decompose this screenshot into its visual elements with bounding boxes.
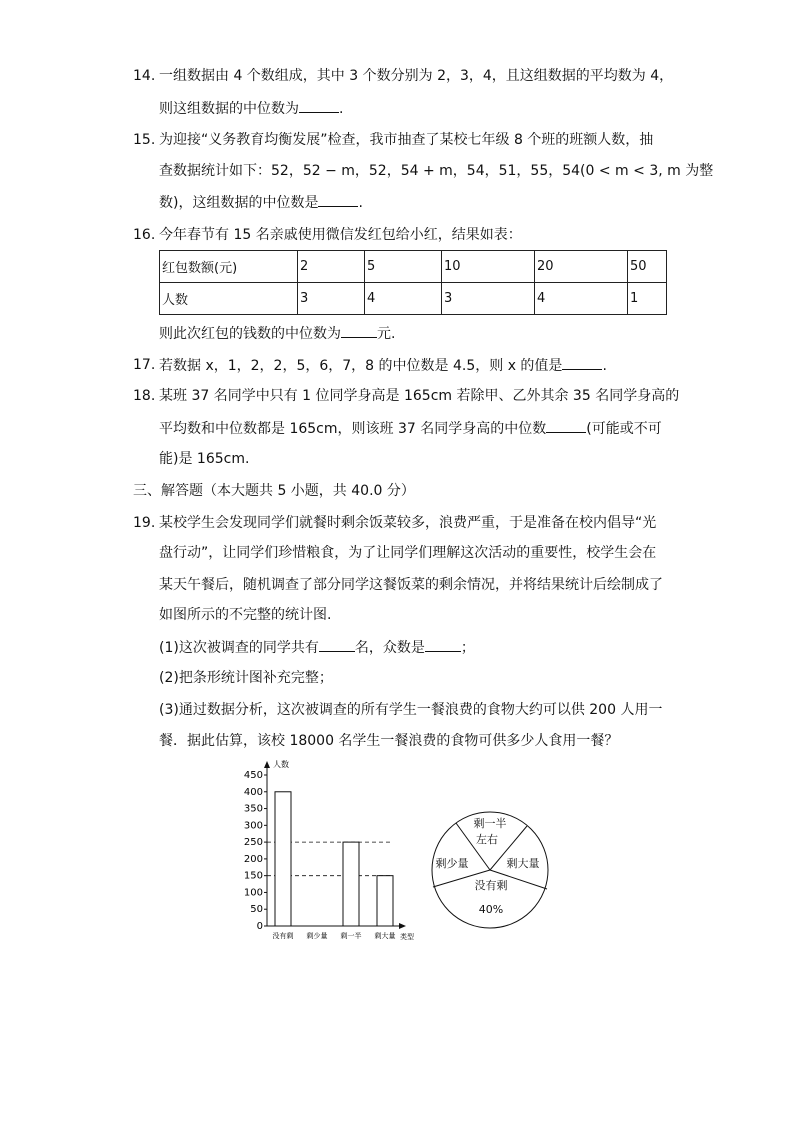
q15-line3-post: . bbox=[358, 195, 363, 211]
q19-sub1-mode-blank[interactable] bbox=[425, 637, 461, 652]
q15-line1: 为迎接“义务教育均衡发展”检查，我市抽查了某校七年级 8 个班的班额人数，抽 bbox=[159, 132, 654, 148]
q19-sub1-answer-blank[interactable] bbox=[319, 637, 355, 652]
q14-number: 14. bbox=[133, 68, 156, 84]
q15-line3 bbox=[159, 192, 363, 213]
q14-answer-blank[interactable] bbox=[299, 98, 339, 113]
pie-label-little: 剩少量 bbox=[435, 857, 469, 870]
q17-number: 17. bbox=[133, 357, 156, 373]
red-packet-table bbox=[159, 250, 667, 315]
bar bbox=[377, 876, 393, 926]
table-row-label: 人数 bbox=[160, 283, 298, 315]
q18-line3: 能)是 165cm. bbox=[159, 451, 250, 467]
q18-line2-pre: 平均数和中位数都是 165cm，则该班 37 名同学身高的中位数 bbox=[159, 421, 547, 437]
q15-number: 15. bbox=[133, 132, 156, 148]
bar bbox=[275, 792, 291, 926]
q19-sub1-post: ； bbox=[460, 640, 475, 656]
table-cell-amount: 5 bbox=[365, 251, 442, 283]
q14-line2-pre: 则这组数据的中位数为 bbox=[159, 101, 299, 117]
y-tick-label: 0 bbox=[256, 921, 263, 932]
y-tick-label: 200 bbox=[243, 853, 263, 865]
q19-line3: 某天午餐后，随机调查了部分同学这餐饭菜的剩余情况，并将结果统计后绘制成了 bbox=[159, 577, 663, 593]
pie-chart bbox=[425, 805, 555, 935]
y-tick-label: 300 bbox=[243, 820, 263, 832]
q19-sub3-line2: 餐．据此估算，该校 18000 名学生一餐浪费的食物可供多少人食用一餐？ bbox=[159, 733, 619, 749]
table-cell-count: 4 bbox=[535, 283, 628, 315]
y-tick-label: 50 bbox=[250, 904, 263, 916]
q17-line1 bbox=[159, 355, 607, 376]
q19-line2: 盘行动”，让同学们珍惜粮食，为了让同学们理解这次活动的重要性，校学生会在 bbox=[159, 545, 657, 561]
pie-label-half-line2: 左右 bbox=[476, 833, 498, 846]
q19-sub1-mid: 名，众数是 bbox=[354, 640, 425, 656]
q16-line2 bbox=[159, 323, 395, 344]
y-tick-label: 150 bbox=[243, 870, 263, 882]
y-tick-label: 400 bbox=[243, 786, 263, 798]
q19-number: 19. bbox=[133, 515, 156, 531]
pie-label-none: 没有剩 bbox=[474, 879, 508, 892]
table-cell-amount: 2 bbox=[298, 251, 365, 283]
y-tick-label: 350 bbox=[243, 803, 263, 815]
q18-line1: 某班 37 名同学中只有 1 位同学身高是 165cm 若除甲、乙外其余 35 名同学身高的 bbox=[159, 388, 680, 404]
table-row-amounts bbox=[160, 251, 667, 283]
q16-answer-blank[interactable] bbox=[341, 323, 377, 338]
pie-label-half-line1: 剩一半 bbox=[473, 817, 507, 830]
q19-sub3-line1: (3)通过数据分析，这次被调查的所有学生一餐浪费的食物大约可以供 200 人用一 bbox=[159, 702, 663, 718]
y-tick-label: 100 bbox=[243, 887, 263, 899]
y-axis-arrow bbox=[264, 761, 270, 768]
table-header-label: 红包数额(元) bbox=[160, 251, 298, 283]
category-label: 剩一半 bbox=[340, 932, 362, 940]
table-cell-amount: 50 bbox=[628, 251, 667, 283]
q16-line1: 今年春节有 15 名亲戚使用微信发红包给小红，结果如表： bbox=[159, 227, 522, 243]
q18-number: 18. bbox=[133, 388, 156, 404]
pie-label-lots: 剩大量 bbox=[506, 857, 540, 870]
q17-line1-post: . bbox=[602, 358, 607, 374]
q19-line4: 如图所示的不完整的统计图. bbox=[159, 607, 332, 623]
q19-sub2: (2)把条形统计图补充完整； bbox=[159, 670, 333, 686]
q14-line1: 一组数据由 4 个数组成，其中 3 个数分别为 2，3，4，且这组数据的平均数为 4， bbox=[159, 68, 674, 84]
q16-line2-pre: 则此次红包的钱数的中位数为 bbox=[159, 326, 341, 342]
section-heading: 三、解答题（本大题共 5 小题，共 40.0 分） bbox=[133, 483, 415, 499]
x-axis-label: 类型 bbox=[400, 933, 414, 941]
q15-answer-blank[interactable] bbox=[318, 192, 358, 207]
q19-sub1-pre: (1)这次被调查的同学共有 bbox=[159, 640, 319, 656]
q19-line1: 某校学生会发现同学们就餐时剩余饭菜较多，浪费严重，于是准备在校内倡导“光 bbox=[159, 515, 657, 531]
table-row-counts bbox=[160, 283, 667, 315]
category-label: 剩少量 bbox=[306, 932, 328, 940]
q15-line3-pre: 数)，这组数据的中位数是 bbox=[159, 195, 319, 211]
q18-line2 bbox=[159, 418, 662, 439]
x-axis-arrow bbox=[399, 923, 406, 929]
bar bbox=[343, 842, 359, 926]
q14-line2 bbox=[159, 98, 343, 119]
table-cell-count: 4 bbox=[365, 283, 442, 315]
category-label: 剩大量 bbox=[374, 932, 396, 940]
y-axis-label: 人数 bbox=[273, 760, 289, 769]
q16-line2-post: 元. bbox=[377, 326, 396, 342]
y-tick-label: 250 bbox=[243, 837, 263, 849]
q16-number: 16. bbox=[133, 227, 156, 243]
table-cell-amount: 20 bbox=[535, 251, 628, 283]
table-cell-count: 3 bbox=[442, 283, 535, 315]
bar-chart bbox=[240, 755, 430, 945]
pie-label-none-percent: 40% bbox=[478, 903, 504, 916]
q17-line1-pre: 若数据 x，1，2，2，5，6，7，8 的中位数是 4.5，则 x 的值是 bbox=[159, 358, 563, 374]
q14-line2-post: . bbox=[339, 101, 344, 117]
category-label: 没有剩 bbox=[272, 932, 294, 940]
table-cell-amount: 10 bbox=[442, 251, 535, 283]
y-tick-label: 450 bbox=[243, 770, 263, 781]
q17-answer-blank[interactable] bbox=[562, 355, 602, 370]
table-cell-count: 3 bbox=[298, 283, 365, 315]
q15-line2: 查数据统计如下：52，52 − m，52，54 + m，54，51，55，54(0 < m < 3, m 为整 bbox=[159, 163, 714, 179]
q18-answer-blank[interactable] bbox=[546, 418, 586, 433]
table-cell-count: 1 bbox=[628, 283, 667, 315]
q19-sub1 bbox=[159, 637, 475, 658]
q18-line2-post: (可能或不可 bbox=[586, 421, 662, 437]
